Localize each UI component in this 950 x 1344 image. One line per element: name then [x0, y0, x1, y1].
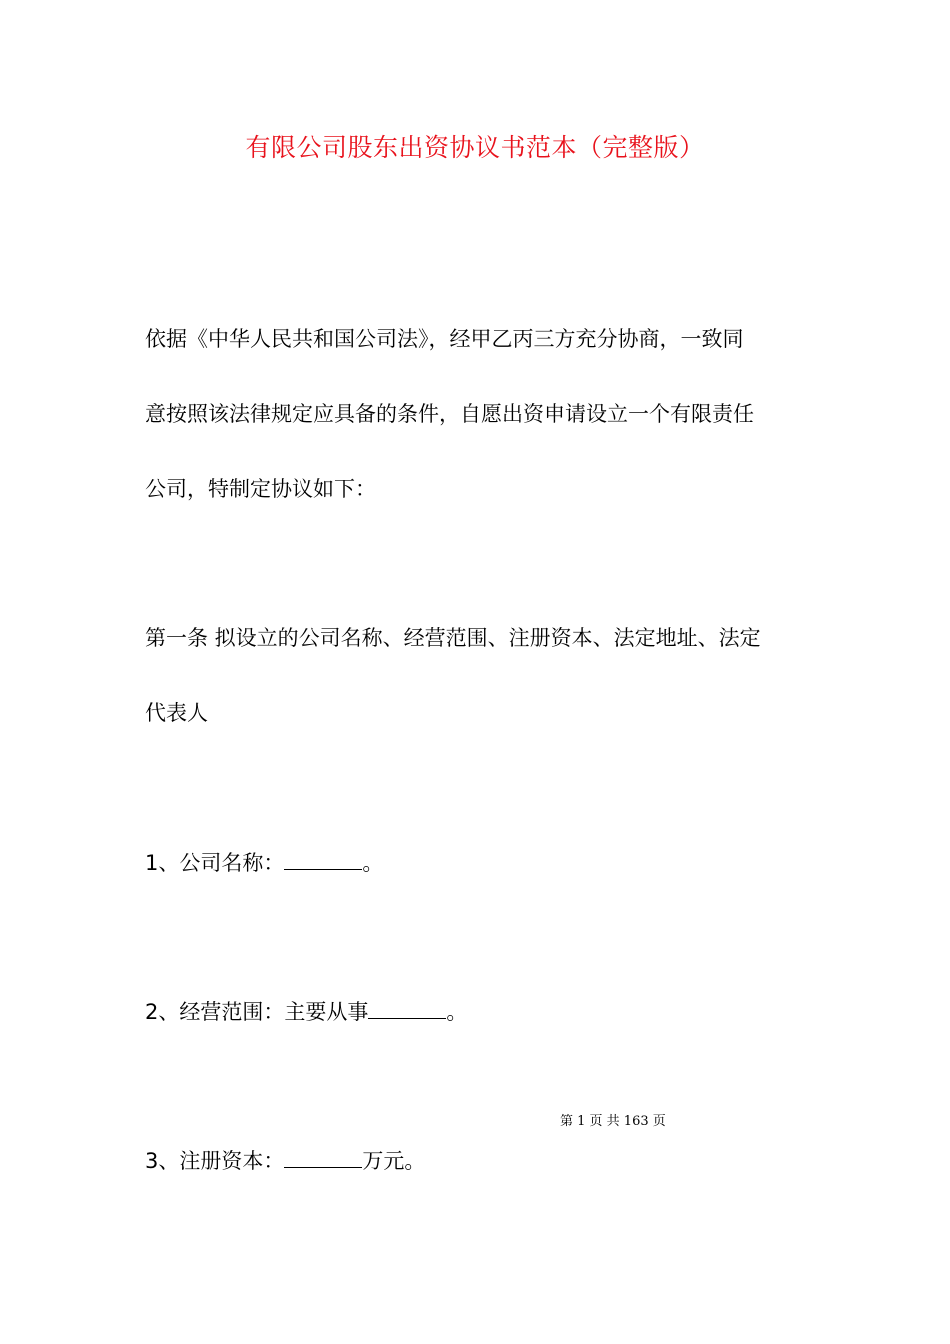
- item-registered-capital-suffix: 万元。: [362, 1149, 426, 1173]
- article-1-heading-line-1: 第一条 拟设立的公司名称、经营范围、注册资本、法定地址、法定: [145, 626, 761, 650]
- intro-paragraph-line-3: 公司，特制定协议如下：: [145, 477, 376, 501]
- item-business-scope-suffix: 。: [446, 1000, 468, 1024]
- item-company-name-label: 1、公司名称：: [145, 851, 285, 875]
- item-company-name: [145, 847, 815, 878]
- item-business-scope-label: 2、经营范围：主要从事: [145, 1000, 369, 1024]
- article-1-heading-line-2: 代表人: [145, 701, 208, 725]
- company-name-blank: [284, 847, 362, 870]
- document-title: 有限公司股东出资协议书范本（完整版）: [245, 133, 705, 162]
- intro-paragraph-line-2: 意按照该法律规定应具备的条件，自愿出资申请设立一个有限责任: [145, 402, 754, 426]
- item-company-name-suffix: 。: [362, 851, 384, 875]
- item-registered-capital: [145, 1145, 815, 1176]
- page-footer: 第 1 页 共 163 页: [560, 1114, 666, 1129]
- item-registered-capital-label: 3、注册资本：: [145, 1149, 285, 1173]
- intro-paragraph-line-1: 依据《中华人民共和国公司法》，经甲乙丙三方充分协商，一致同: [145, 327, 744, 351]
- business-scope-blank: [368, 996, 446, 1019]
- item-business-scope: [145, 996, 815, 1027]
- registered-capital-blank: [284, 1145, 362, 1168]
